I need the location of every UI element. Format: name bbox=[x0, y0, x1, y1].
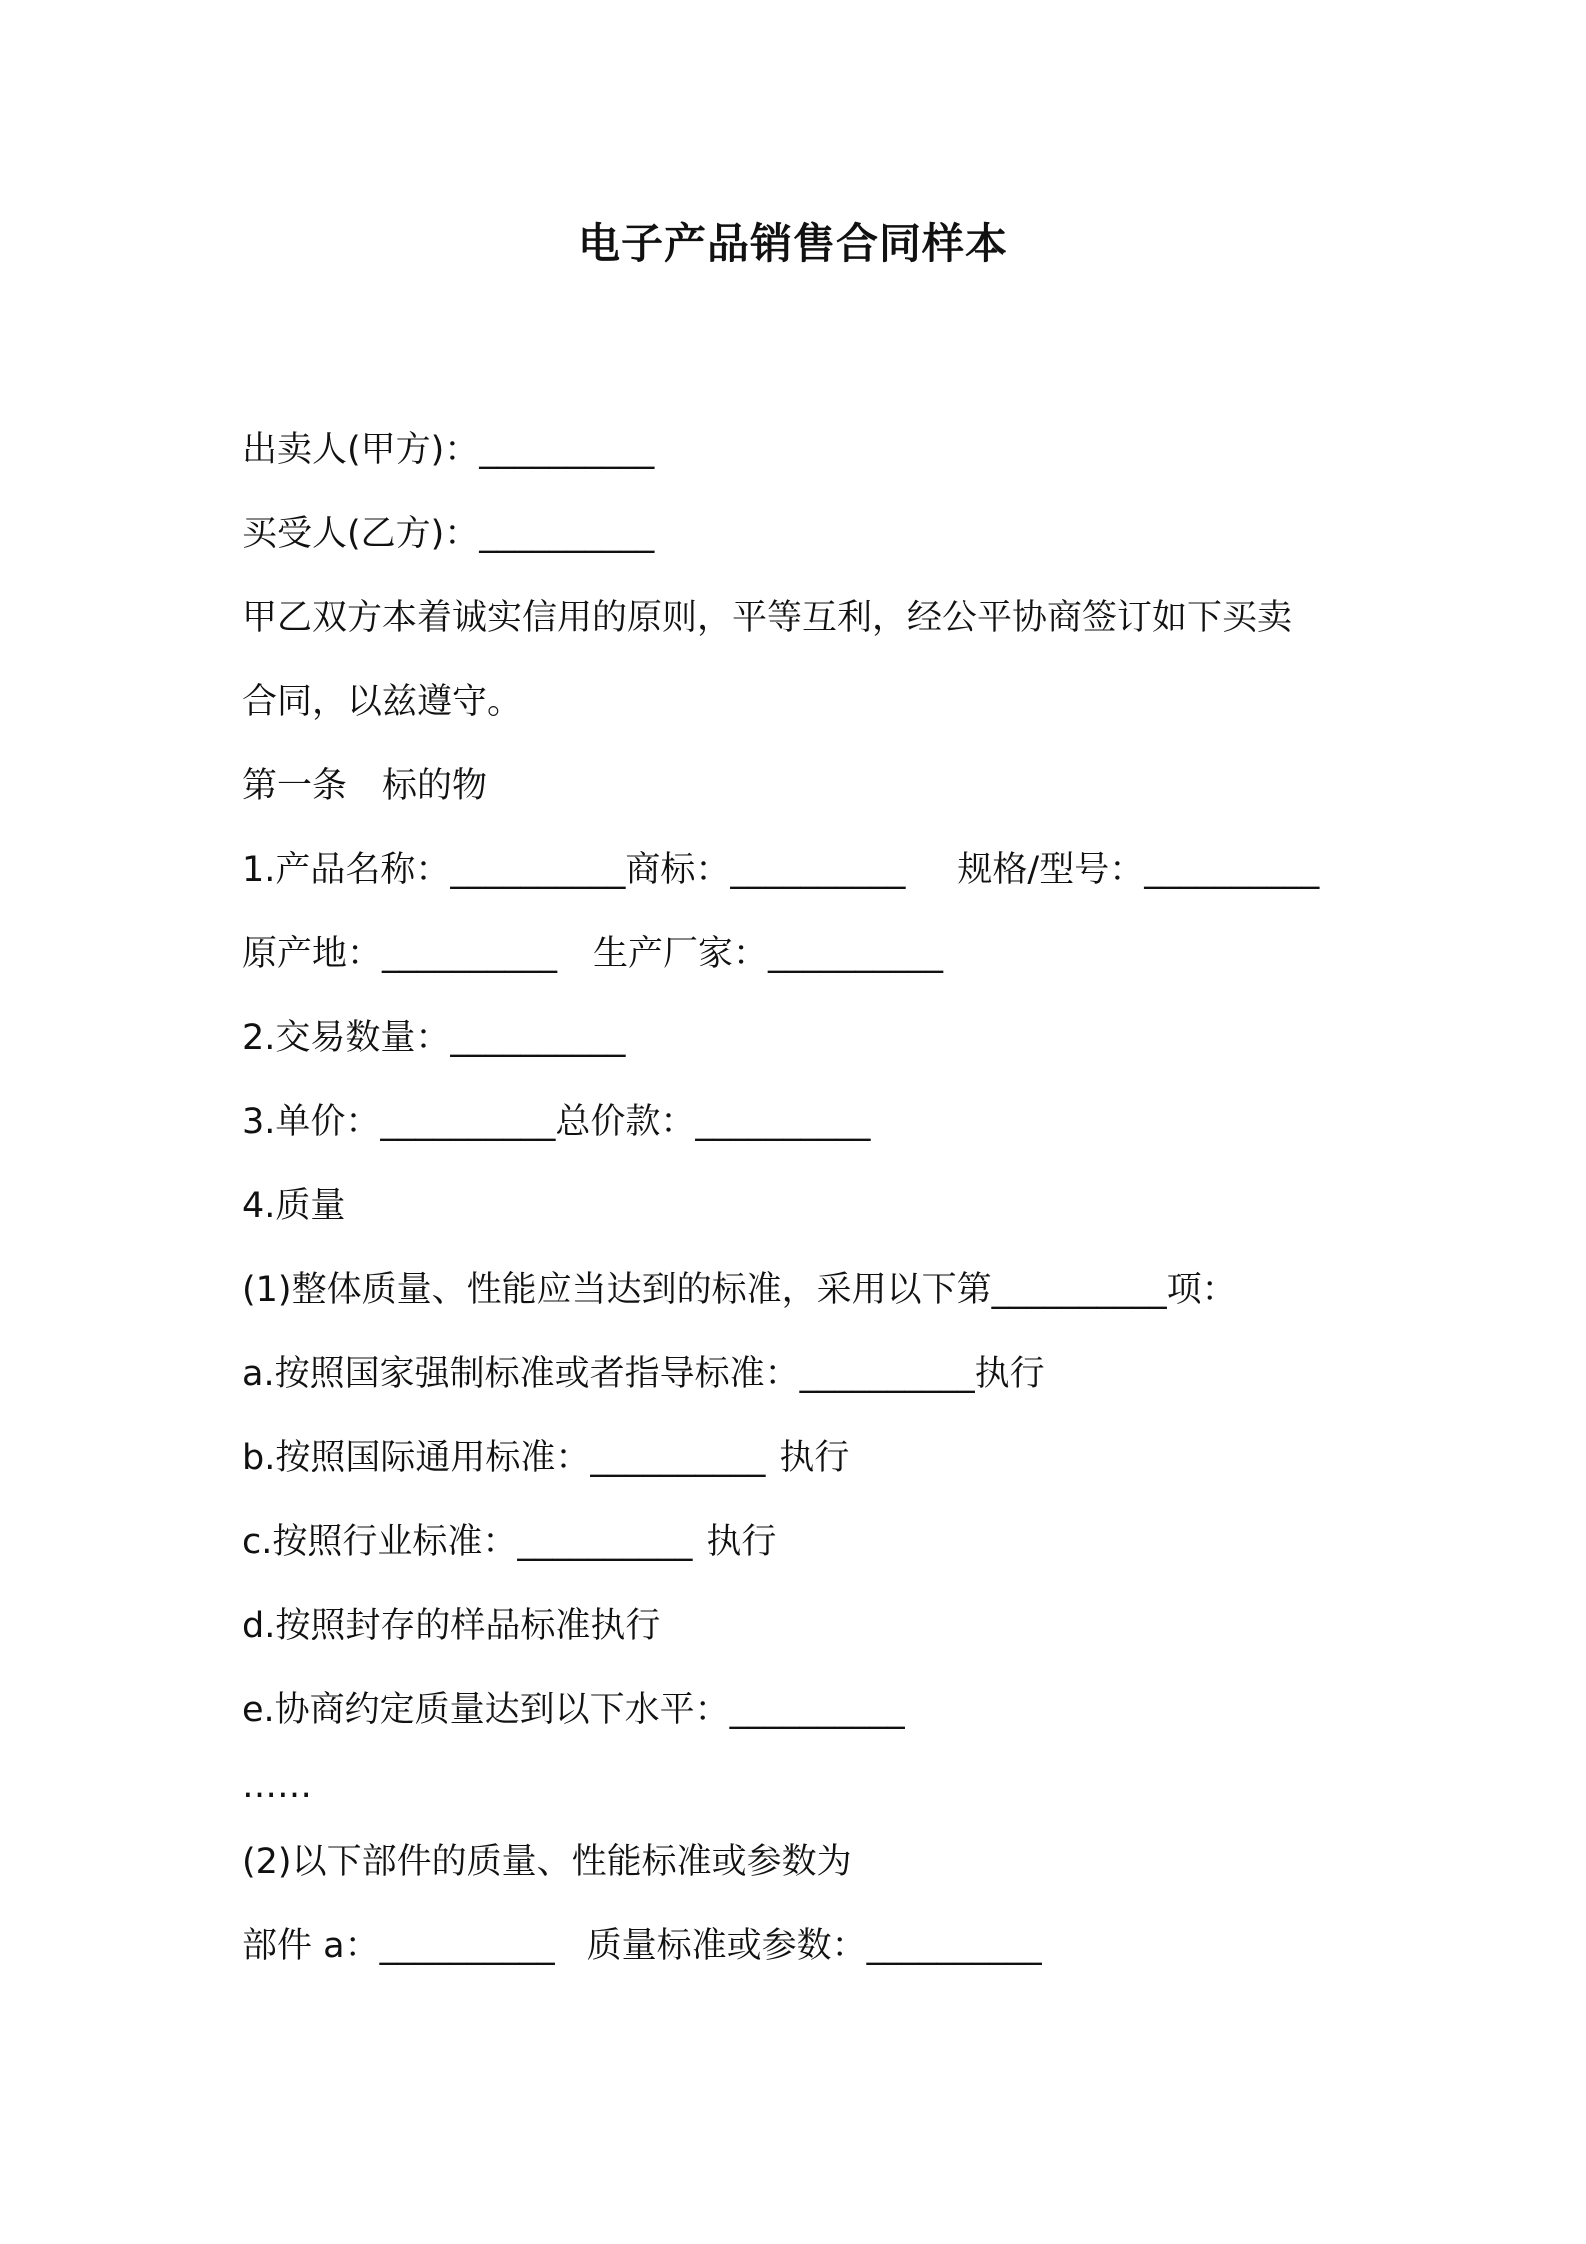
option-c-line bbox=[242, 1500, 1362, 1584]
product-name-trademark: 1.产品名称：__________商标：__________ bbox=[242, 850, 906, 890]
option-b-text: b.按照国际通用标准：__________ bbox=[242, 1438, 766, 1478]
document-body bbox=[242, 408, 1362, 1988]
price-line: 3.单价：__________总价款：__________ bbox=[242, 1102, 871, 1142]
intro-line-2: 合同，以兹遵守。 bbox=[242, 682, 523, 722]
seller-line: 出卖人(甲方)：__________ bbox=[242, 430, 655, 470]
option-c-text: c.按照行业标准：__________ bbox=[242, 1522, 693, 1562]
option-b-line bbox=[242, 1416, 1362, 1500]
option-e-line: e.协商约定质量达到以下水平：__________ bbox=[242, 1690, 905, 1730]
buyer-line: 买受人(乙方)：__________ bbox=[242, 514, 655, 554]
quality-heading: 4.质量 bbox=[242, 1186, 346, 1226]
component-a-line bbox=[242, 1904, 1362, 1988]
component-a-standard: 质量标准或参数：__________ bbox=[586, 1926, 1042, 1966]
ellipsis-line: …… bbox=[242, 1766, 312, 1806]
option-b-execute: 执行 bbox=[779, 1438, 850, 1478]
intro-line-1: 甲乙双方本着诚实信用的原则，平等互利，经公平协商签订如下买卖 bbox=[242, 598, 1293, 638]
option-d-line: d.按照封存的样品标准执行 bbox=[242, 1606, 661, 1646]
origin-manufacturer-line bbox=[242, 912, 1362, 996]
origin: 原产地：__________ bbox=[242, 934, 558, 974]
quantity-line: 2.交易数量：__________ bbox=[242, 1018, 626, 1058]
component-a: 部件 a：__________ bbox=[242, 1926, 555, 1966]
option-c-execute: 执行 bbox=[706, 1522, 777, 1562]
document-title: 电子产品销售合同样本 bbox=[577, 219, 1008, 268]
manufacturer: 生产厂家：__________ bbox=[593, 934, 944, 974]
option-a-line: a.按照国家强制标准或者指导标准：__________执行 bbox=[242, 1354, 1045, 1394]
article-1-heading: 第一条 标的物 bbox=[242, 766, 488, 806]
product-info-line bbox=[242, 828, 1362, 912]
spec-model: 规格/型号：__________ bbox=[957, 850, 1320, 890]
component-standard-heading: (2)以下部件的质量、性能标准或参数为 bbox=[242, 1842, 852, 1882]
quality-standard-line: (1)整体质量、性能应当达到的标准，采用以下第__________项： bbox=[242, 1270, 1237, 1310]
